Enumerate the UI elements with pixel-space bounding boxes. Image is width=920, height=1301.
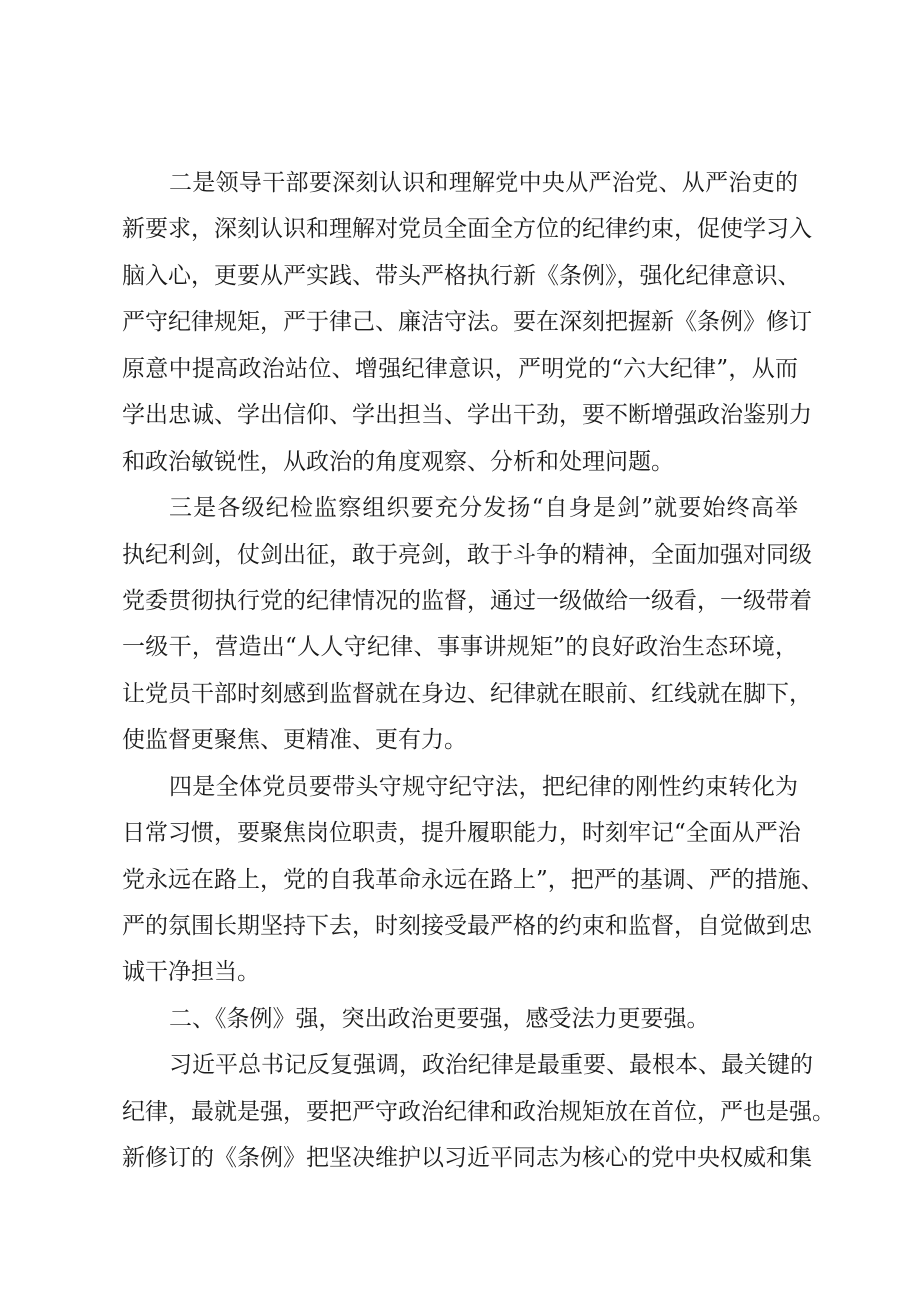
paragraph-3-line-5: 让党员干部时刻感到监督就在身边、纪律就在眼前、红线就在脚下， <box>122 680 812 707</box>
paragraph-3-line-1: 三是各级纪检监察组织要充分发扬“自身是剑”就要始终高举 <box>169 495 798 522</box>
paragraph-4-line-3: 党永远在路上，党的自我革命永远在路上”，把严的基调、严的措施、 <box>122 866 824 893</box>
document-body <box>122 160 835 1182</box>
paragraph-3-line-4: 一级干，营造出“人人守纪律、事事讲规矩”的良好政治生态环境， <box>122 634 798 661</box>
paragraph-4-line-5: 诚干净担当。 <box>122 959 260 986</box>
paragraph-4-line-4: 严的氛围长期坚持下去，时刻接受最严格的约束和监督，自觉做到忠 <box>122 913 812 939</box>
paragraph-2-line-5: 原意中提高政治站位、增强纪律意识，严明党的“六大纪律”，从而 <box>122 355 798 382</box>
paragraph-2-line-7: 和政治敏锐性，从政治的角度观察、分析和处理问题。 <box>122 448 674 475</box>
paragraph-3-line-6: 使监督更聚焦、更精准、更有力。 <box>122 727 467 754</box>
paragraph-4-line-2: 日常习惯，要聚焦岗位职责，提升履职能力，时刻牢记“全面从严治 <box>122 820 801 847</box>
paragraph-2-line-3: 脑入心，更要从严实践、带头严格执行新《条例》，强化纪律意识、 <box>122 262 801 289</box>
paragraph-3-line-3: 党委贯彻执行党的纪律情况的监督，通过一级做给一级看，一级带着 <box>122 587 812 614</box>
paragraph-2-line-6: 学出忠诚、学出信仰、学出担当、学出干劲，要不断增强政治鉴别力 <box>122 402 812 429</box>
paragraph-5-line-3: 新修订的《条例》把坚决维护以习近平同志为核心的党中央权威和集 <box>122 1145 812 1172</box>
paragraph-5-line-2: 纪律，最就是强，要把严守政治纪律和政治规矩放在首位，严也是强。 <box>122 1098 835 1125</box>
paragraph-3-line-2: 执纪利剑，仗剑出征，敢于亮剑，敢于斗争的精神，全面加强对同级 <box>122 541 812 568</box>
paragraph-4-line-1: 四是全体党员要带头守规守纪守法，把纪律的刚性约束转化为 <box>169 773 798 800</box>
section-heading: 二、《条例》强，突出政治更要强，感受法力更要强。 <box>169 1005 710 1032</box>
paragraph-5-line-1: 习近平总书记反复强调，政治纪律是最重要、最根本、最关键的 <box>169 1052 813 1079</box>
paragraph-2-line-4: 严守纪律规矩，严于律己、廉洁守法。要在深刻把握新《条例》修订 <box>122 309 812 336</box>
paragraph-2-line-2: 新要求，深刻认识和理解对党员全面全方位的纪律约束，促使学习入 <box>122 216 812 243</box>
paragraph-2-line-1: 二是领导干部要深刻认识和理解党中央从严治党、从严治吏的 <box>169 170 798 196</box>
